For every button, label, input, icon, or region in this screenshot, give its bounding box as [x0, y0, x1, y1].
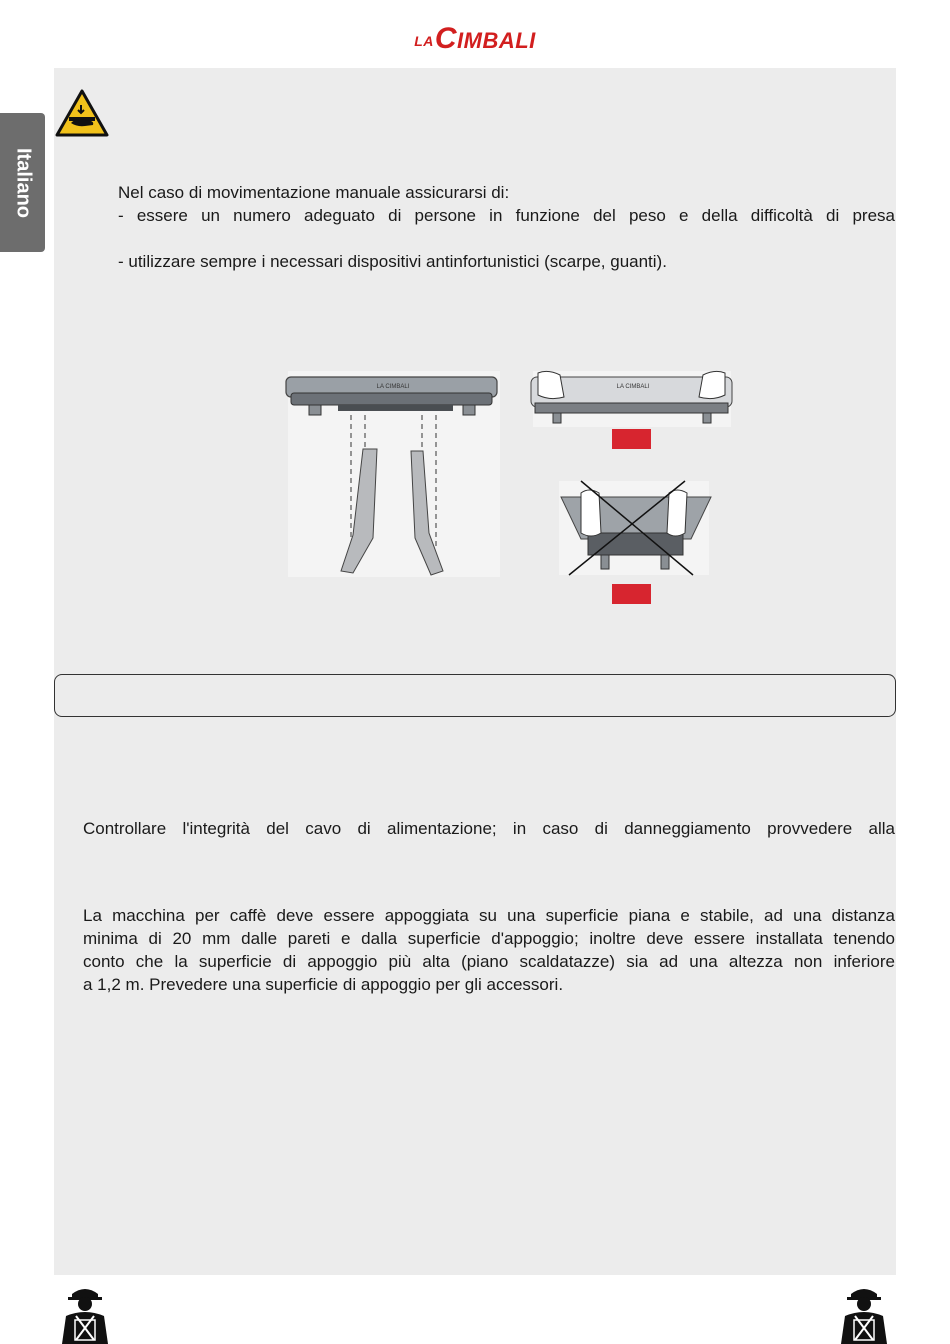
section-title-banner: [54, 674, 896, 717]
correct-label-box: [612, 429, 651, 449]
logo-prefix: LA: [414, 33, 434, 49]
handling-intro: Nel caso di movimentazione manuale assicurarsi di:: [118, 183, 510, 202]
figure-machine-logo-2: LA CIMBALI: [616, 384, 650, 390]
figure-machine-logo: LA CIMBALI: [376, 384, 410, 390]
language-tab[interactable]: [0, 113, 45, 252]
logo-word: IMBALI: [457, 28, 536, 53]
handling-item-protection: - utilizzare sempre i necessari dispositivi antinfortunistici (scarpe, guanti).: [118, 252, 667, 271]
technician-icon: [54, 1282, 116, 1344]
handling-item-people: - essere un numero adeguato di persone in funzione del peso e della difficoltà di presa: [118, 206, 895, 225]
placement-line-2: minima di 20 mm dalle pareti e dalla superficie d'appoggio; inoltre deve essere installata tenendo: [83, 929, 895, 948]
placement-line-4: a 1,2 m. Prevedere una superficie di appoggio per gli accessori.: [83, 975, 564, 994]
technician-icon-right: [833, 1282, 895, 1344]
placement-line-1: La macchina per caffè deve essere appoggiata su una superficie piana e stabile, ad una distanza: [83, 906, 895, 925]
incorrect-label-box: [612, 584, 651, 604]
handling-figure: [283, 363, 733, 607]
brand-logo: [0, 22, 950, 56]
crush-hazard-warning-icon: [55, 89, 109, 137]
placement-line-3: conto che la superficie di appoggio più alta (piano scaldatazze) sia ad una altezza non inferiore: [83, 952, 895, 971]
cable-check-text: Controllare l'integrità del cavo di alimentazione; in caso di danneggiamento provvedere alla: [83, 819, 895, 838]
language-tab-label: Italiano: [12, 147, 34, 218]
machine-bottom-view: [286, 377, 497, 415]
logo-initial: C: [434, 22, 458, 55]
